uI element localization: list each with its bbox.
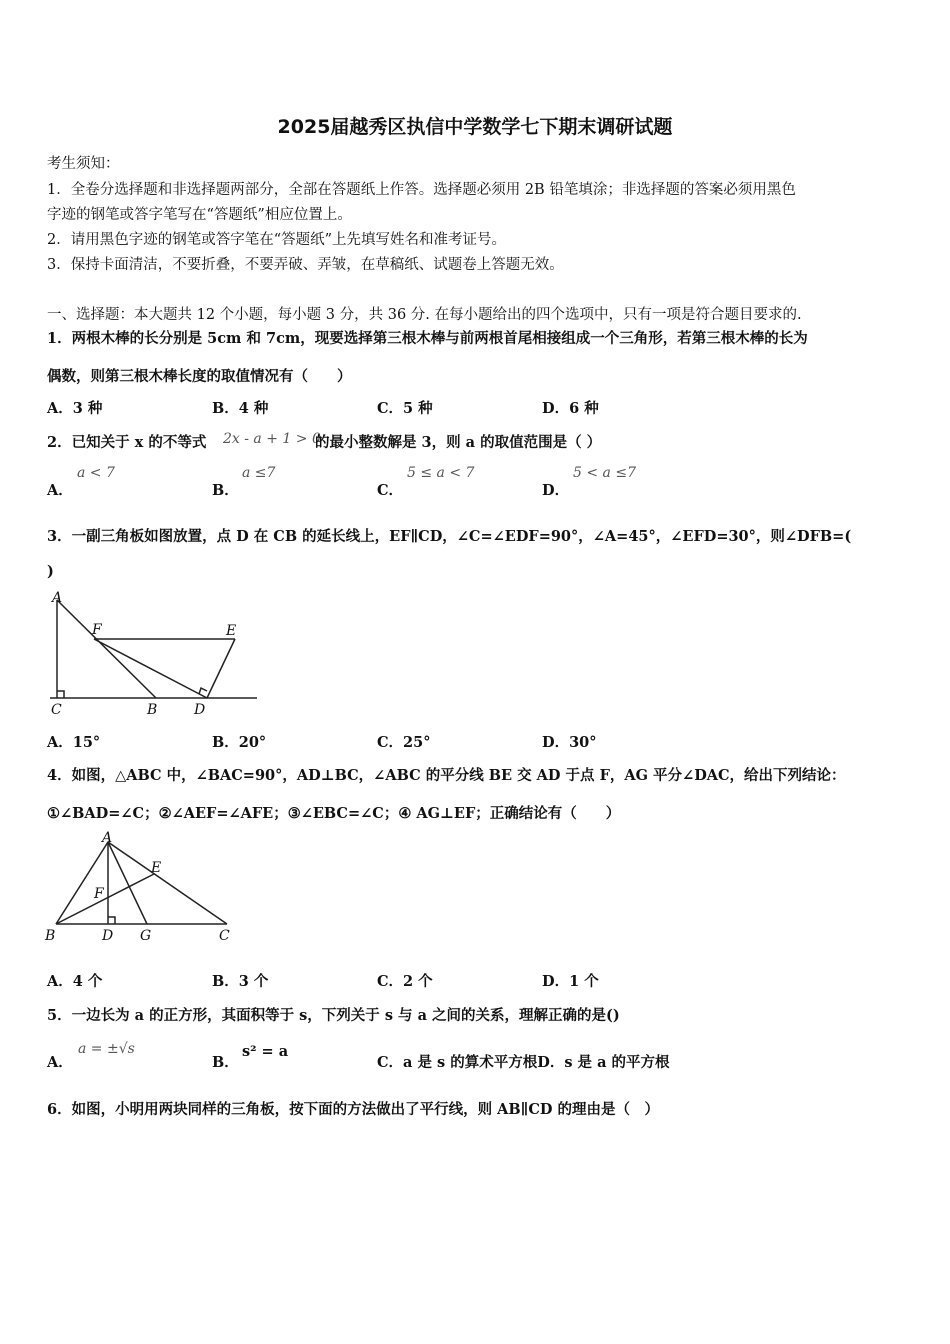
q3-option-b: B．20° — [212, 734, 267, 751]
q5-option-a-math: a = ±√s — [78, 1041, 135, 1057]
section-heading: 一、选择题：本大题共 12 个小题，每小题 3 分，共 36 分. 在每小题给出的四个选项中，只有一项是符合题目要求的. — [47, 307, 802, 323]
notice-line-2: 字迹的钢笔或答字笔写在“答题纸”相应位置上。 — [47, 207, 352, 223]
q4-label-e: E — [151, 860, 162, 876]
q4-label-b: B — [45, 928, 56, 944]
q1-option-b: B．4 种 — [212, 400, 269, 417]
q3-stem-line-1: 3．一副三角板如图放置，点 D 在 CB 的延长线上，EF∥CD，∠C=∠EDF=90°，∠A=45°，∠EFD=30°，则∠DFB=( — [47, 528, 852, 545]
q6-stem: 6．如图，小明用两块同样的三角板，按下面的方法做出了平行线，则 AB∥CD 的理由是（ ） — [47, 1101, 659, 1118]
q2-option-d-math: 5 < a ≤7 — [573, 465, 636, 481]
q3-label-b: B — [147, 702, 158, 718]
notice-line-1: 1．全卷分选择题和非选择题两部分，全部在答题纸上作答。选择题必须用 2B 铅笔填涂；非选择题的答案必须用黑色 — [47, 182, 796, 198]
q4-option-a: A．4 个 — [47, 973, 103, 990]
q2-option-c-label: C． — [377, 482, 404, 499]
q4-option-c: C．2 个 — [377, 973, 433, 990]
q5-option-b-label: B． — [212, 1054, 239, 1071]
q3-label-d: D — [194, 702, 206, 718]
q1-stem-line-2: 偶数，则第三根木棒长度的取值情况有（ ） — [47, 368, 352, 385]
q3-stem-line-2: ) — [47, 563, 54, 580]
q3-triangle-figure — [40, 588, 265, 718]
q3-label-a: A — [52, 590, 63, 606]
q4-option-b: B．3 个 — [212, 973, 269, 990]
q4-label-g: G — [140, 928, 152, 944]
q1-option-a: A．3 种 — [47, 400, 103, 417]
q4-stem-line-1: 4．如图，△ABC 中，∠BAC=90°，AD⊥BC，∠ABC 的平分线 BE 交 AD 于点 F，AG 平分∠DAC，给出下列结论： — [47, 767, 846, 784]
notice-line-4: 3．保持卡面清洁，不要折叠，不要弄破、弄皱，在草稿纸、试题卷上答题无效。 — [47, 257, 564, 273]
q4-label-d: D — [102, 928, 114, 944]
q5-stem: 5．一边长为 a 的正方形，其面积等于 s，下列关于 s 与 a 之间的关系，理解正确的是() — [47, 1007, 620, 1024]
q3-label-c: C — [51, 702, 62, 718]
q5-option-cd: C．a 是 s 的算术平方根D．s 是 a 的平方根 — [377, 1054, 670, 1071]
q4-label-c: C — [219, 928, 230, 944]
q2-option-b-math: a ≤7 — [242, 465, 276, 481]
q5-option-a-label: A． — [47, 1054, 73, 1071]
q4-triangle-figure — [40, 830, 245, 945]
q3-label-f: F — [92, 622, 102, 638]
q4-option-d: D．1 个 — [542, 973, 599, 990]
q2-inequality: 2x - a + 1 > 0 — [223, 431, 321, 447]
q4-label-a: A — [102, 830, 113, 846]
q2-option-a-math: a < 7 — [77, 465, 115, 481]
q3-option-c: C．25° — [377, 734, 431, 751]
q5-option-b-math: s² = a — [242, 1043, 289, 1060]
q1-stem-line-1: 1．两根木棒的长分别是 5cm 和 7cm，现要选择第三根木棒与前两根首尾相接组成一个三角形，若第三根木棒的长为 — [47, 330, 808, 347]
notice-line-3: 2．请用黑色字迹的钢笔或答字笔在“答题纸”上先填写姓名和准考证号。 — [47, 232, 507, 248]
q2-stem-pre: 2．已知关于 x 的不等式 — [47, 434, 207, 451]
q3-option-a: A．15° — [47, 734, 101, 751]
q3-option-d: D．30° — [542, 734, 597, 751]
q4-label-f: F — [94, 886, 104, 902]
q2-option-d-label: D． — [542, 482, 570, 499]
q1-option-c: C．5 种 — [377, 400, 433, 417]
q2-option-b-label: B． — [212, 482, 239, 499]
q4-stem-line-2: ①∠BAD=∠C；②∠AEF=∠AFE；③∠EBC=∠C；④ AG⊥EF；正确结论有（ ） — [47, 805, 621, 822]
q2-option-a-label: A． — [47, 482, 73, 499]
q2-option-c-math: 5 ≤ a < 7 — [407, 465, 475, 481]
notice-heading: 考生须知： — [47, 156, 120, 172]
q1-option-d: D．6 种 — [542, 400, 599, 417]
page-title: 2025届越秀区执信中学数学七下期末调研试题 — [277, 116, 673, 138]
q3-label-e: E — [226, 623, 237, 639]
q2-stem-post: 的最小整数解是 3，则 a 的取值范围是（ ） — [315, 434, 602, 451]
